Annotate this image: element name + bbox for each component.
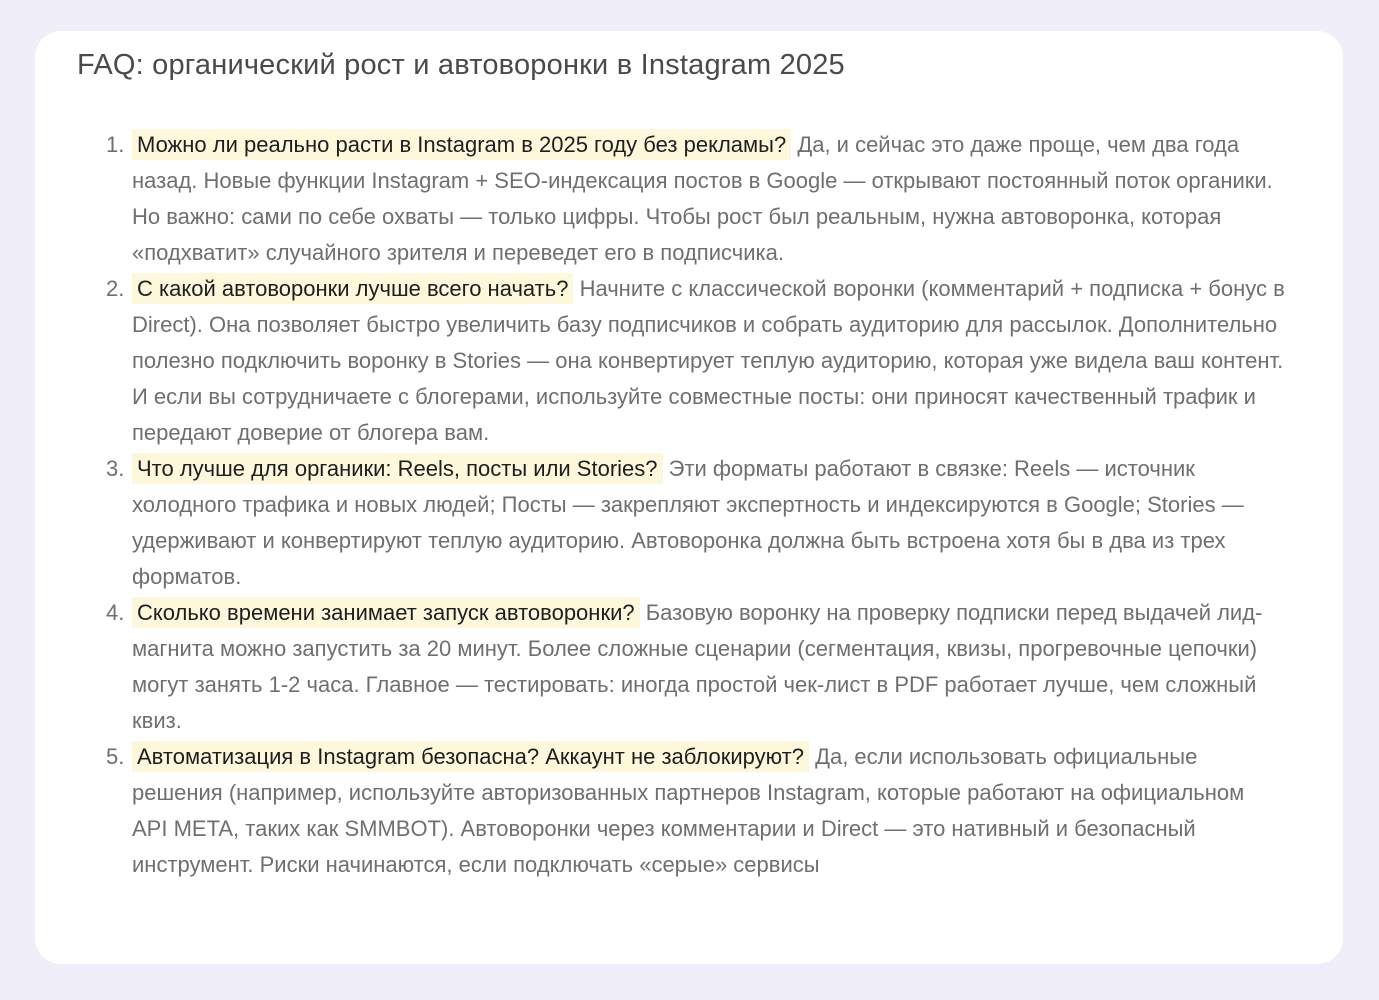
faq-item [35,127,1285,271]
faq-list [35,127,1285,883]
faq-answer: Да, если использовать официальные решения (например, используйте авторизованных партнеров Instagram, которые работают на официальном API META, таких как SMMBOT). Автоворонки через комментарии и Direct — это нативный и безопасный инструмент. Риски начинаются, если подключать «серые» сервисы [132,744,1245,877]
faq-number: 4. [106,600,125,625]
faq-card [35,31,1343,964]
faq-answer: Начните с классической воронки (комментарий + подписка + бонус в Direct). Она позволяет быстро увеличить базу подписчиков и собрать аудиторию для рассылок. Дополнительно полезно подключить воронку в Stories — она конвертирует теплую аудиторию, которая уже видела ваш контент. И если вы сотрудничаете с блогерами, используйте совместные посты: они приносят качественный трафик и передают доверие от блогера вам. [132,276,1285,445]
faq-question: Можно ли реально расти в Instagram в 2025 году без рекламы? [132,129,791,160]
faq-answer: Да, и сейчас это даже проще, чем два года назад. Новые функции Instagram + SEO-индексация постов в Google — открывают постоянный поток органики. Но важно: сами по себе охваты — только цифры. Чтобы рост был реальным, нужна автоворонка, которая «подхватит» случайного зрителя и переведет его в подписчика. [132,132,1273,265]
faq-answer: Базовую воронку на проверку подписки перед выдачей лид-магнита можно запустить за 20 минут. Более сложные сценарии (сегментация, квизы, прогревочные цепочки) могут занять 1-2 часа. Главное — тестировать: иногда простой чек-лист в PDF работает лучше, чем сложный квиз. [132,600,1263,733]
faq-question: Сколько времени занимает запуск автоворонки? [132,597,640,628]
faq-item [35,739,1285,883]
faq-item [35,451,1285,595]
faq-question: Автоматизация в Instagram безопасна? Аккаунт не заблокируют? [132,741,809,772]
faq-number: 3. [106,456,125,481]
faq-number: 5. [106,744,125,769]
faq-item [35,595,1285,739]
faq-question: Что лучше для органики: Reels, посты или Stories? [132,453,663,484]
faq-item [35,271,1285,451]
page-title: FAQ: органический рост и автоворонки в Instagram 2025 [77,49,845,81]
faq-answer: Эти форматы работают в связке: Reels — источник холодного трафика и новых людей; Посты — закрепляют экспертность и индексируются в Google; Stories — удерживают и конвертируют теплую аудиторию. Автоворонка должна быть встроена хотя бы в два из трех форматов. [132,456,1244,589]
faq-question: С какой автоворонки лучше всего начать? [132,273,573,304]
faq-number: 1. [106,132,125,157]
faq-number: 2. [106,276,125,301]
